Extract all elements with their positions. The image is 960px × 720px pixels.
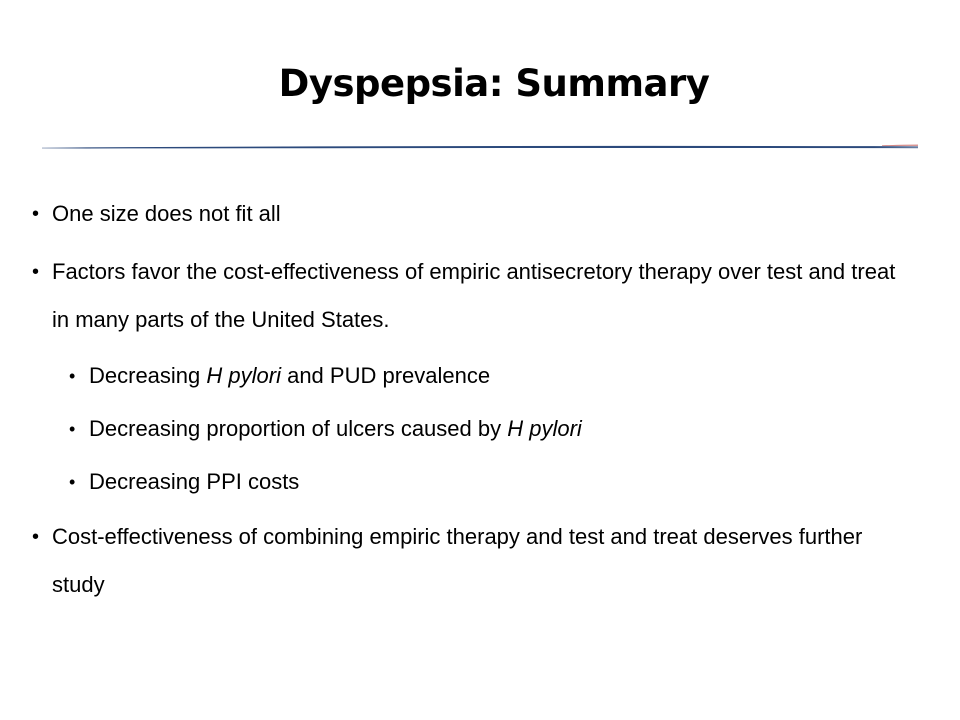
bullet-dot-icon: • — [32, 526, 40, 548]
bullet-dot-icon: • — [69, 472, 76, 492]
slide-title: Dyspepsia: Summary — [278, 62, 710, 105]
bullet-text: Factors favor the cost-effectiveness of empiric antisecretory therapy over test and treat in many parts of the United States. — [52, 259, 896, 332]
sub-bullet-text-italic: H pylori — [206, 363, 281, 388]
bullet-item — [32, 248, 912, 344]
bullet-list — [32, 190, 912, 619]
sub-bullet-text-italic: H pylori — [507, 416, 582, 441]
sub-bullet-text-before: Decreasing — [89, 363, 207, 388]
bullet-text: One size does not fit all — [52, 201, 281, 226]
sub-bullet-item — [69, 460, 912, 504]
bullet-dot-icon: • — [32, 261, 40, 283]
title-divider — [42, 143, 918, 151]
sub-bullet-text-before: Decreasing PPI costs — [89, 469, 300, 494]
bullet-item — [32, 513, 912, 609]
sub-bullet-text-before: Decreasing proportion of ulcers caused by — [89, 416, 508, 441]
sub-bullet-item — [69, 354, 912, 398]
sub-bullet-text-after: and PUD prevalence — [280, 363, 491, 388]
bullet-item — [32, 190, 912, 238]
bullet-dot-icon: • — [69, 366, 76, 386]
bullet-dot-icon: • — [32, 203, 40, 225]
divider-accent — [882, 145, 918, 146]
sub-bullet-item — [69, 407, 912, 451]
divider-line — [42, 146, 918, 149]
bullet-dot-icon: • — [69, 419, 76, 439]
bullet-text: Cost-effectiveness of combining empiric therapy and test and treat deserves further study — [52, 524, 863, 597]
